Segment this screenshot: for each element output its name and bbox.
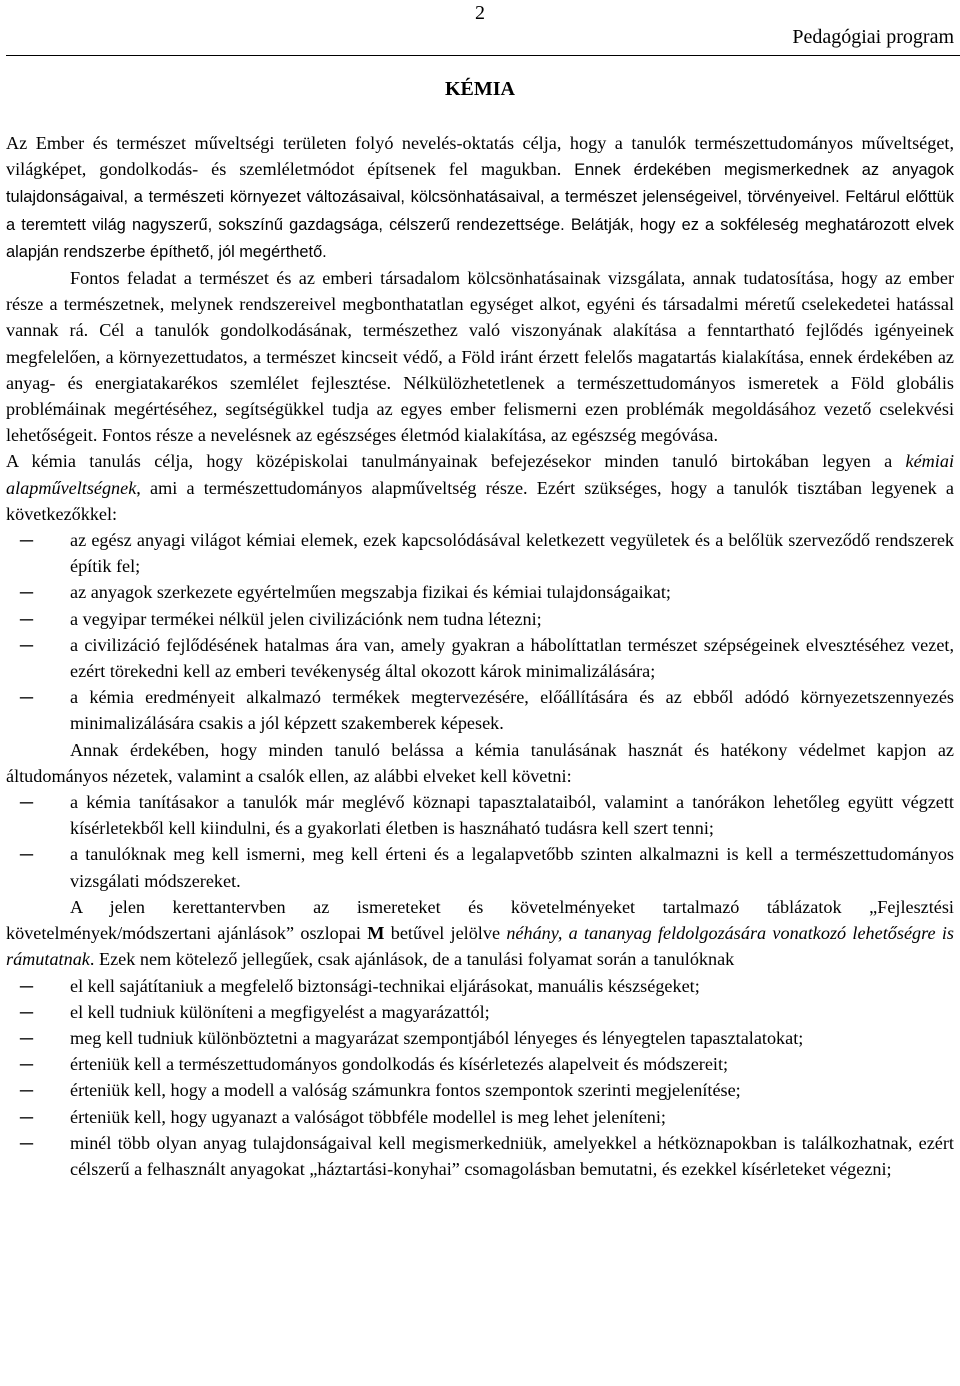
running-header-title: Pedagógiai program xyxy=(792,26,954,48)
kerettanterv-m-mark: M xyxy=(367,923,385,944)
intro-paragraph xyxy=(6,130,954,265)
kerettanterv-text-3: . Ezek nem kötelező jellegűek, csak ajánlások, de a tanulási folyamat során a tanulóknak xyxy=(89,949,735,970)
list-item: – az anyagok szerkezete egyértelműen megszabja fizikai és kémiai tulajdonságaikat; xyxy=(6,579,954,605)
body-text xyxy=(6,130,954,1182)
kemia-goal-paragraph xyxy=(6,448,954,527)
learning-process-list xyxy=(6,973,954,1183)
list-item: – a kémia eredményeit alkalmazó termékek megtervezésére, előállítására és az ebből adódó környezetszennyezés minimalizálására csakis a jól képzett szakemberek képesek. xyxy=(6,684,954,736)
fontos-paragraph: Fontos feladat a természet és az emberi társadalom kölcsönhatásainak vizsgálata, annak tudatosítása, hogy az ember része a természetnek, melynek rendszereivel megbonthatatlan egységet alkot, egyéni és társadalmi méretű cselekedetei hatással vannak rá. Cél a tanulók gondolkodásának, természethez való viszonyának alakítása a fenntartható fejlődés igényeinek megfelelően, a környezettudatos, a természet kincseit védő, a Föld iránt érzett felelős magatartás kialakítása, ennek érdekében az anyag- és energiatakarékos szemlélet fejlesztése. Nélkülözhetetlenek a természettudományos ismeretek a Föld globális problémáinak megértéséhez, segítségükkel tudja az egyes ember felismerni ezen problémák megoldásához vezető cselekvési lehetőségeit. Fontos része a nevelésnek az egészséges életmód kialakítása, az egészség megóvása. xyxy=(6,268,954,446)
kerettanterv-paragraph xyxy=(6,894,954,973)
list-item: – el kell sajátítaniuk a megfelelő biztonsági-technikai eljárásokat, manuális készségeket; xyxy=(6,973,954,999)
kemia-goal-emphasis: kémiai alapműveltségnek xyxy=(6,451,954,498)
principles-list xyxy=(6,789,954,894)
kerettanterv-text-1: A jelen kerettantervben az ismereteket és követelményeket tartalmazó táblázatok „Fejlesztési követelmények/módszertani ajánlások” oszlopai xyxy=(6,896,954,944)
page-number: 2 xyxy=(475,2,485,24)
list-item: – a vegyipar termékei nélkül jelen civilizációnk nem tudna létezni; xyxy=(6,606,954,632)
list-item: – érteniük kell a természettudományos gondolkodás és kísérletezés alapelveit és módszereit; xyxy=(6,1051,954,1077)
list-item: – a tanulóknak meg kell ismerni, meg kell érteni és a legalapvetőbb szinten alkalmazni is kell a természettudományos vizsgálati módszereket. xyxy=(6,841,954,893)
list-item: – az egész anyagi világot kémiai elemek, ezek kapcsolódásával keletkezett vegyületek és a belőlük szerveződő rendszerek építik fel; xyxy=(6,527,954,579)
intro-sentence: Az Ember és természet műveltségi területen folyó nevelés-oktatás célja, hogy a tanulók természettudományos műveltséget, világképet, gondolkodás- és szemléletmódot építsenek fel magukban. xyxy=(6,133,954,180)
kerettanterv-text-2: betűvel jelölve xyxy=(384,923,507,944)
list-item: – el kell tudniuk különíteni a megfigyelést a magyarázattól; xyxy=(6,999,954,1025)
list-item: – érteniük kell, hogy ugyanazt a valóságot többféle modellel is meg lehet jeleníteni; xyxy=(6,1104,954,1130)
list-item: – a civilizáció fejlődésének hatalmas ára van, amely gyakran a hábolíttatlan természet szépségeinek elvesztéséhez vezet, ezért törekedni kell az emberi tevékenység által okozott károk minimalizálására; xyxy=(6,632,954,684)
section-title: KÉMIA xyxy=(445,78,515,100)
kemia-goal-text-1: A kémia tanulás célja, hogy középiskolai tanulmányainak befejezésekor minden tanuló birtokában legyen a xyxy=(6,451,906,472)
intro-sans-text: Ennek érdekében megismerkednek az anyagok tulajdonságaival, a természeti környezet változásaival, kölcsönhatásaival, a természet jelenségeivel, törvényeivel. Feltárul előttük a teremtett világ nagyszerű, sokszínű gazdagsága, célszerű rendezettsége. Belátják, hogy ez a sokféleség meghatározott elvek alapján rendszerbe építhető, jól megérthető. xyxy=(6,161,954,261)
kerettanterv-emphasis: néhány, a tananyag feldolgozására vonatkozó lehetőségre is rámutatnak xyxy=(6,923,954,970)
list-item: – érteniük kell, hogy a modell a valóság számunkra fontos szempontok szerinti megjelenítése; xyxy=(6,1077,954,1103)
annak-paragraph: Annak érdekében, hogy minden tanuló belássa a kémia tanulásának hasznát és hatékony védelmet kapjon az áltudományos nézetek, valamint a csalók ellen, az alábbi elveket kell követni: xyxy=(6,739,954,786)
header-divider xyxy=(6,55,960,56)
list-item: – minél több olyan anyag tulajdonságaival kell megismerkedniük, amelyekkel a hétköznapokban is találkozhatnak, ezért célszerű a felhasznált anyagokat „háztartási-konyhai” csomagolásban bemutatni, és ezekkel kísérleteket végezni; xyxy=(6,1130,954,1182)
knowledge-list xyxy=(6,527,954,737)
list-item: – a kémia tanításakor a tanulók már meglévő köznapi tapasztalataiból, valamint a tanórákon lehetőleg együtt végzett kísérletekből kell kiindulni, és a gyakorlati életben is hasznáható tudásra kell szert tenni; xyxy=(6,789,954,841)
list-item: – meg kell tudniuk különböztetni a magyarázat szempontjából lényeges és lényegtelen tapasztalatokat; xyxy=(6,1025,954,1051)
kemia-goal-text-2: , ami a természettudományos alapműveltség része. Ezért szükséges, hogy a tanulók tisztában legyenek a következőkkel: xyxy=(6,477,954,524)
